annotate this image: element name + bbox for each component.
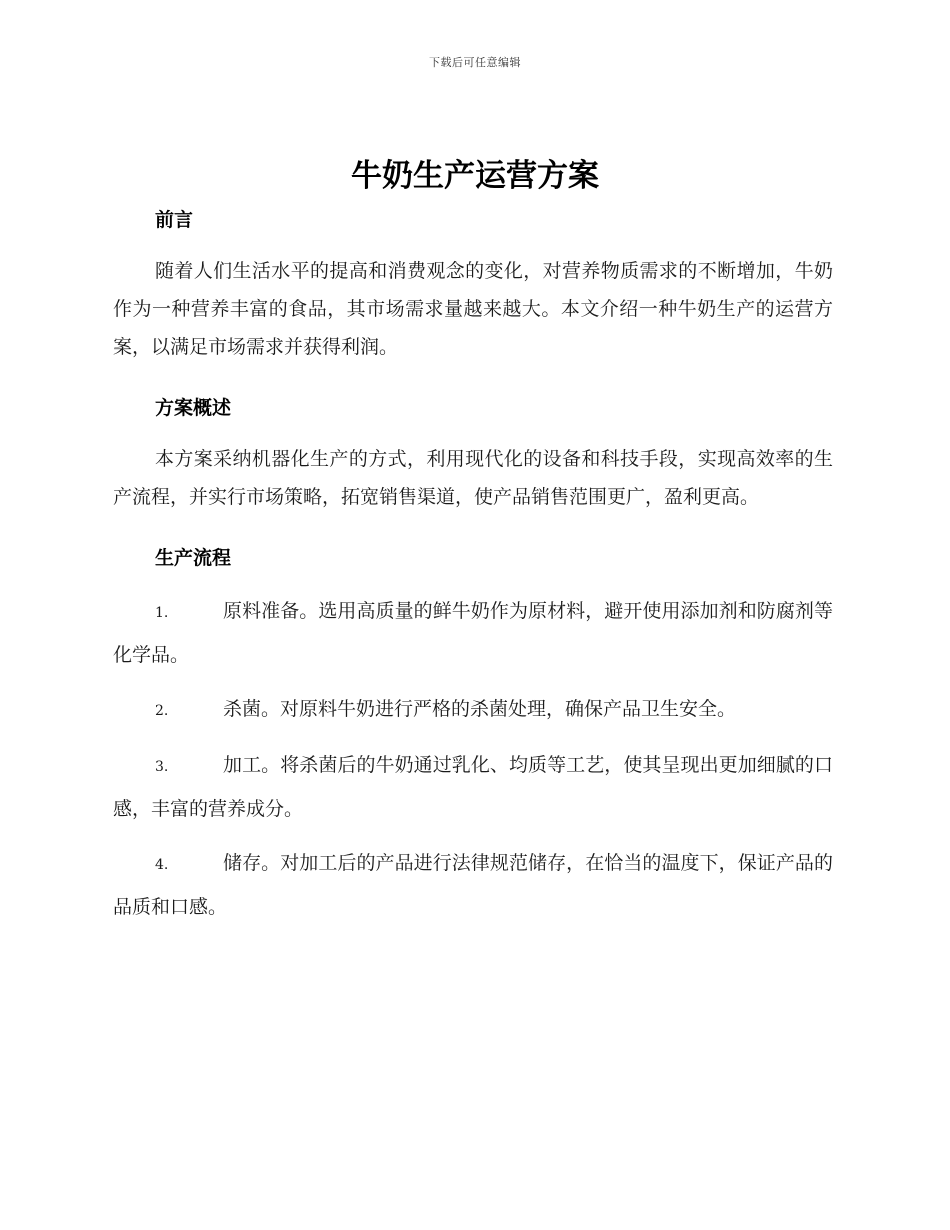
list-item [113,842,833,928]
section-preface [113,206,833,366]
section-production-process [113,544,833,928]
list-item [113,688,833,732]
list-item-number: 2. [155,703,169,719]
list-item-text: 储存。对加工后的产品进行法律规范储存，在恰当的温度下，保证产品的品质和口感。 [113,852,833,918]
list-item-number: 4. [155,857,169,873]
list-item [113,590,833,676]
list-item-text: 加工。将杀菌后的牛奶通过乳化、均质等工艺，使其呈现出更加细腻的口感，丰富的营养成分。 [113,754,833,820]
list-item-text: 原料准备。选用高质量的鲜牛奶作为原材料，避开使用添加剂和防腐剂等化学品。 [113,600,833,666]
section-overview [113,394,833,516]
document-body [113,206,833,928]
list-item-text: 杀菌。对原料牛奶进行严格的杀菌处理，确保产品卫生安全。 [223,698,737,720]
list-item-number: 3. [155,759,169,775]
section-heading-overview: 方案概述 [155,397,232,419]
document-title: 牛奶生产运营方案 [351,158,599,194]
paragraph-preface: 随着人们生活水平的提高和消费观念的变化，对营养物质需求的不断增加，牛奶作为一种营养丰富的食品，其市场需求量越来越大。本文介绍一种牛奶生产的运营方案，以满足市场需求并获得利润。 [113,260,833,358]
list-item-number: 1. [155,605,169,621]
section-heading-production-process: 生产流程 [155,547,232,569]
paragraph-overview: 本方案采纳机器化生产的方式，利用现代化的设备和科技手段，实现高效率的生产流程，并实行市场策略，拓宽销售渠道，使产品销售范围更广，盈利更高。 [113,448,833,508]
section-heading-preface: 前言 [155,209,194,231]
list-item [113,744,833,830]
header-note: 下载后可任意编辑 [429,56,521,69]
